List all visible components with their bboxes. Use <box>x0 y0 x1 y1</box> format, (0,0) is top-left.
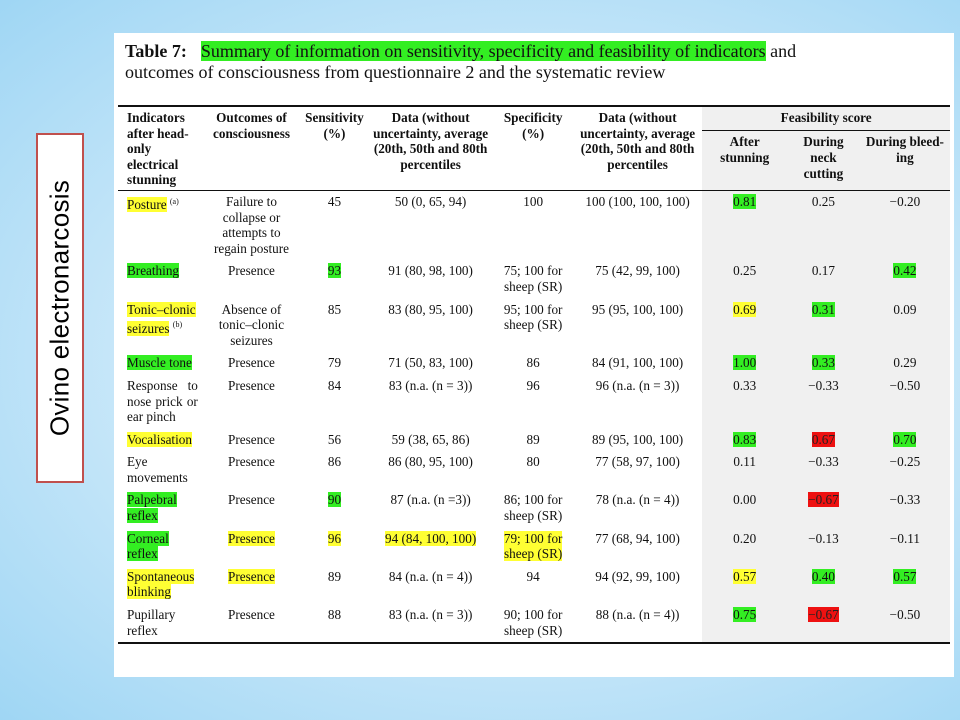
cell-bleeding: 0.09 <box>860 299 950 353</box>
cell-outcome: Presence <box>228 263 275 279</box>
cell-specificity: 86 <box>526 355 540 371</box>
cell-outcome: Presence <box>228 431 275 447</box>
cell-sensitivity: 96 <box>327 530 342 546</box>
cell-after: 0.25 <box>702 260 787 298</box>
cell-neck: −0.67 <box>787 489 860 527</box>
table-row <box>118 352 950 375</box>
cell-data1: 50 (0, 65, 94) <box>394 193 467 209</box>
table-header <box>118 106 950 190</box>
col-outcomes: Outcomes of consciousness <box>202 106 301 190</box>
cell-data2: 100 (100, 100, 100) <box>585 193 690 209</box>
table-row <box>118 566 950 604</box>
cell-bleeding: −0.50 <box>860 604 950 643</box>
cell-neck: −0.67 <box>787 604 860 643</box>
cell-specificity: 96 <box>526 377 540 393</box>
cell-data1: 91 (80, 98, 100) <box>388 263 473 279</box>
cell-data2: 78 (n.a. (n = 4)) <box>595 492 680 508</box>
cell-sensitivity: 93 <box>327 263 342 279</box>
side-title: Ovino electronarcosis <box>44 179 75 437</box>
cell-sensitivity: 84 <box>327 377 342 393</box>
cell-bleeding: 0.29 <box>860 352 950 375</box>
col-during-bleeding: During bleed-ing <box>860 131 950 191</box>
cell-data1: 84 (n.a. (n = 4)) <box>388 568 473 584</box>
cell-sensitivity: 85 <box>327 301 342 317</box>
cell-indicator: Eye movements <box>127 454 188 485</box>
col-sensitivity: Sensitivity (%) <box>301 106 368 190</box>
cell-specificity: 100 <box>523 193 544 209</box>
cell-indicator: Corneal reflex <box>127 530 169 562</box>
table-row <box>118 451 950 489</box>
document-page <box>114 33 954 677</box>
cell-sensitivity: 90 <box>327 492 342 508</box>
cell-after: 0.75 <box>702 604 787 643</box>
cell-neck: −0.33 <box>787 375 860 429</box>
col-data2: Data (without uncertainty, average (20th, 50th and 80th percentiles <box>573 106 702 190</box>
table-row <box>118 429 950 452</box>
cell-bleeding: 0.42 <box>860 260 950 298</box>
cell-data1: 59 (38, 65, 86) <box>391 431 470 447</box>
cell-data2: 75 (42, 99, 100) <box>595 263 680 279</box>
cell-bleeding: 0.70 <box>860 429 950 452</box>
cell-neck: −0.33 <box>787 451 860 489</box>
cell-sensitivity: 56 <box>327 431 342 447</box>
cell-indicator: Pupillary reflex <box>127 607 176 638</box>
cell-bleeding: −0.20 <box>860 190 950 260</box>
cell-after: 0.69 <box>702 299 787 353</box>
table-caption <box>125 41 945 83</box>
col-during-neck: During neck cutting <box>787 131 860 191</box>
cell-indicator: Muscle tone <box>127 355 192 371</box>
cell-data2: 95 (95, 100, 100) <box>591 301 684 317</box>
cell-indicator: Breathing <box>127 263 180 279</box>
cell-indicator: Tonic–clonic seizures $^{(b)}$ <box>127 301 196 336</box>
cell-data2: 77 (68, 94, 100) <box>595 530 680 546</box>
col-specificity: Specificity (%) <box>493 106 572 190</box>
cell-neck: 0.40 <box>787 566 860 604</box>
cell-after: 0.11 <box>702 451 787 489</box>
cell-outcome: Presence <box>228 355 275 371</box>
table-row <box>118 375 950 429</box>
summary-table <box>118 105 950 644</box>
cell-data1: 86 (80, 95, 100) <box>388 454 473 470</box>
cell-indicator: Palpebral reflex <box>127 492 177 524</box>
cell-outcome: Presence <box>228 492 275 508</box>
cell-specificity: 89 <box>526 431 540 447</box>
table-row <box>118 528 950 566</box>
cell-sensitivity: 45 <box>327 193 342 209</box>
cell-indicator: Posture $^{(a)}$ <box>127 196 179 213</box>
caption-title-rest: and <box>765 41 797 61</box>
cell-specificity: 86; 100 for sheep (SR) <box>503 492 563 524</box>
table-row <box>118 489 950 527</box>
cell-data1: 71 (50, 83, 100) <box>388 355 473 371</box>
table-row <box>118 260 950 298</box>
cell-bleeding: −0.33 <box>860 489 950 527</box>
cell-after: 0.81 <box>702 190 787 260</box>
cell-data2: 77 (58, 97, 100) <box>595 454 680 470</box>
cell-bleeding: −0.11 <box>860 528 950 566</box>
cell-specificity: 79; 100 for sheep (SR) <box>503 530 563 562</box>
cell-specificity: 80 <box>526 454 540 470</box>
cell-indicator: Spontaneous blinking <box>127 568 195 600</box>
cell-data2: 89 (95, 100, 100) <box>591 431 684 447</box>
table-row <box>118 190 950 260</box>
cell-neck: 0.67 <box>787 429 860 452</box>
cell-outcome: Presence <box>228 530 275 546</box>
cell-after: 0.33 <box>702 375 787 429</box>
cell-after: 0.57 <box>702 566 787 604</box>
cell-data2: 88 (n.a. (n = 4)) <box>595 607 680 623</box>
cell-outcome: Presence <box>228 377 275 393</box>
cell-outcome: Presence <box>228 568 275 584</box>
col-data1: Data (without uncertainty, average (20th, 50th and 80th percentiles <box>368 106 494 190</box>
cell-bleeding: 0.57 <box>860 566 950 604</box>
cell-after: 1.00 <box>702 352 787 375</box>
cell-after: 0.83 <box>702 429 787 452</box>
cell-data1: 83 (n.a. (n = 3)) <box>388 377 473 393</box>
col-indicators: Indicators after head-only electrical stunning <box>118 106 202 190</box>
cell-sensitivity: 79 <box>327 355 342 371</box>
cell-data2: 84 (91, 100, 100) <box>591 355 684 371</box>
cell-outcome: Presence <box>228 454 275 470</box>
cell-data1: 83 (80, 95, 100) <box>388 301 473 317</box>
cell-neck: 0.31 <box>787 299 860 353</box>
cell-outcome: Absence of tonic–clonic seizures <box>218 301 285 348</box>
cell-neck: −0.13 <box>787 528 860 566</box>
cell-sensitivity: 86 <box>327 454 342 470</box>
cell-data2: 94 (92, 99, 100) <box>595 568 680 584</box>
table-body <box>118 190 950 643</box>
cell-neck: 0.33 <box>787 352 860 375</box>
table-row <box>118 604 950 643</box>
cell-after: 0.20 <box>702 528 787 566</box>
cell-data2: 96 (n.a. (n = 3)) <box>595 377 680 393</box>
cell-sensitivity: 89 <box>327 568 342 584</box>
col-after-stunning: After stunning <box>702 131 787 191</box>
cell-specificity: 90; 100 for sheep (SR) <box>503 607 563 638</box>
cell-neck: 0.25 <box>787 190 860 260</box>
cell-data1: 83 (n.a. (n = 3)) <box>388 607 473 623</box>
cell-outcome: Presence <box>228 607 275 623</box>
col-feasibility: Feasibility score <box>702 106 950 131</box>
cell-bleeding: −0.25 <box>860 451 950 489</box>
cell-indicator: Vocalisation <box>127 431 192 447</box>
cell-indicator: Response to nose prick or ear pinch <box>127 377 198 425</box>
cell-after: 0.00 <box>702 489 787 527</box>
cell-bleeding: −0.50 <box>860 375 950 429</box>
side-title-box <box>36 133 84 483</box>
cell-outcome: Failure to collapse or attempts to regain posture <box>213 193 290 256</box>
cell-specificity: 95; 100 for sheep (SR) <box>503 301 563 333</box>
cell-sensitivity: 88 <box>327 607 342 623</box>
table-number: Table 7: <box>125 41 187 61</box>
cell-data1: 87 (n.a. (n =3)) <box>390 492 471 508</box>
cell-data1: 94 (84, 100, 100) <box>385 530 477 546</box>
cell-neck: 0.17 <box>787 260 860 298</box>
caption-title-line2: outcomes of consciousness from questionnaire 2 and the systematic review <box>125 62 666 82</box>
caption-title-highlighted: Summary of information on sensitivity, specificity and feasibility of indicators <box>200 41 766 61</box>
table-row <box>118 299 950 353</box>
cell-specificity: 75; 100 for sheep (SR) <box>503 263 563 294</box>
cell-specificity: 94 <box>526 568 540 584</box>
